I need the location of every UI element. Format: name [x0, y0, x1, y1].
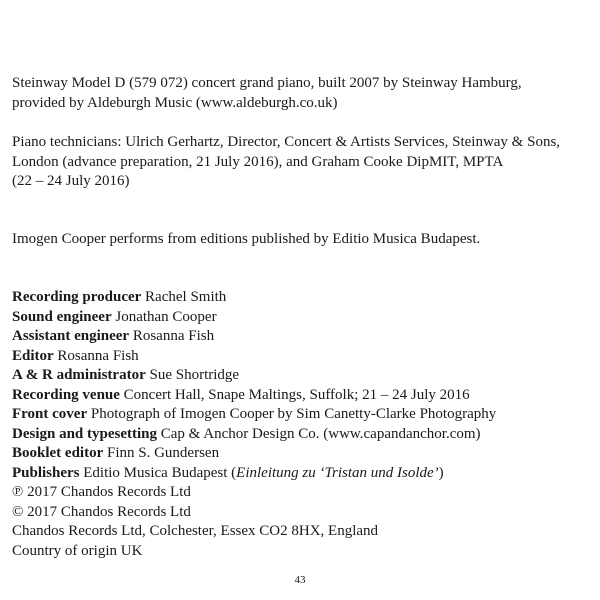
credit-value: Cap & Anchor Design Co. (www.capandanchor.com) — [160, 425, 481, 442]
credit-label: Publishers — [12, 464, 80, 481]
piano-line-2: provided by Aldeburgh Music (www.aldeburgh.co.uk) — [12, 95, 338, 111]
credit-value: Photograph of Imogen Cooper by Sim Canetty-Clarke Photography — [90, 406, 497, 422]
piano-line-1: Steinway Model D (579 072) concert grand piano, built 2007 by Steinway Hamburg, — [12, 75, 522, 91]
country-of-origin: Country of origin UK — [12, 542, 143, 559]
credit-label: A & R administrator — [12, 367, 146, 383]
credit-line — [12, 327, 214, 347]
credit-value: Rachel Smith — [145, 289, 227, 305]
credit-value: Jonathan Cooper — [115, 308, 217, 325]
credit-label: Assistant engineer — [12, 328, 130, 344]
credit-label: Recording venue — [12, 386, 120, 403]
phonographic-copyright: ℗ 2017 Chandos Records Ltd — [12, 484, 191, 500]
credit-value: Sue Shortridge — [149, 367, 240, 383]
credit-line — [12, 425, 481, 445]
credit-value: Editio Musica Budapest ( — [83, 464, 237, 481]
page-number: 43 — [294, 574, 306, 586]
work-title: Einleitung zu ‘Tristan und Isolde’ — [236, 464, 439, 481]
credit-line — [12, 405, 496, 425]
credit-label: Front cover — [12, 406, 88, 422]
credit-line — [12, 308, 217, 328]
copyright: © 2017 Chandos Records Ltd — [12, 503, 191, 520]
technicians-line-1: Piano technicians: Ulrich Gerhartz, Director, Concert & Artists Services, Steinway & Sons, — [12, 134, 561, 150]
credit-line — [12, 288, 226, 308]
credit-label: Editor — [12, 347, 54, 364]
editions-note: Imogen Cooper performs from editions published by Editio Musica Budapest. — [12, 231, 481, 247]
credit-line — [12, 444, 219, 464]
credit-line — [12, 366, 239, 386]
credit-value: Rosanna Fish — [132, 328, 215, 344]
technicians-line-2: London (advance preparation, 21 July 2016), and Graham Cooke DipMIT, MPTA — [12, 154, 504, 170]
credit-value: Finn S. Gundersen — [107, 445, 220, 461]
credit-value-end: ) — [438, 464, 444, 481]
credit-line — [12, 464, 444, 484]
credit-line — [12, 347, 139, 367]
credit-label: Recording producer — [12, 289, 142, 305]
credit-line — [12, 386, 470, 406]
label-address: Chandos Records Ltd, Colchester, Essex CO2 8HX, England — [12, 523, 379, 539]
credit-value: Rosanna Fish — [57, 347, 139, 364]
credit-label: Design and typesetting — [12, 425, 158, 442]
credit-label: Sound engineer — [12, 308, 112, 325]
technicians-line-3: (22 – 24 July 2016) — [12, 173, 130, 189]
credit-label: Booklet editor — [12, 445, 104, 461]
credit-value: Concert Hall, Snape Maltings, Suffolk; 21 – 24 July 2016 — [123, 386, 470, 403]
